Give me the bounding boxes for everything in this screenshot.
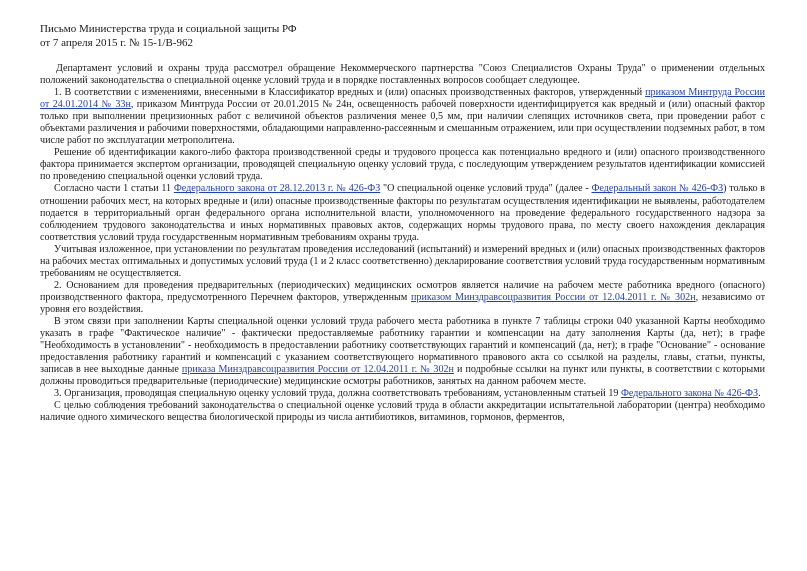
document-link[interactable]: приказа Минздравсоцразвития России от 12.04.2011 г. № 302н xyxy=(181,364,454,376)
paragraph-text: С целью соблюдения требований законодательства о специальной оценке условий труда в области аккредитации испытательной лаборатории (центра) необходимо наличие одного химического вещества биологической природы из числа антибиотиков, витаминов, гормонов, ферментов, xyxy=(40,400,765,424)
paragraph-text: Согласно части 1 статьи 11 xyxy=(54,183,174,195)
paragraph-text: Департамент условий и охраны труда рассмотрел обращение Некоммерческого партнерства "Союз Специалистов Охраны Труда" о применении отдельных положений законодательства о специальной оценке условий труда и в порядке поставленных вопросов сообщает следующее. xyxy=(40,63,765,87)
document-link[interactable]: приказом Минтруда России от 24.01.2014 № 33н xyxy=(40,87,765,111)
paragraph-7 xyxy=(40,316,765,388)
document-link[interactable]: Федерального закона от 28.12.2013 г. № 426-ФЗ xyxy=(173,183,381,195)
paragraph-6 xyxy=(40,280,765,316)
paragraph-text: "О специальной оценке условий труда" (далее - xyxy=(380,183,592,195)
paragraph-text: . xyxy=(758,388,761,400)
paragraph-3 xyxy=(40,147,765,183)
title-spacer xyxy=(40,50,765,63)
document-body xyxy=(40,63,765,424)
paragraph-5 xyxy=(40,244,765,280)
paragraph-8 xyxy=(40,388,765,400)
paragraph-text: Учитывая изложенное, при установлении по результатам проведения исследований (испытаний) и измерений вредных и (или) опасных производственных факторов на рабочих местах оптимальных и допустимых условий труда (1 и 2 класс соответственно) декларирование соответствия условий труда государственным нормативным требованиям не осуществляется. xyxy=(40,243,765,279)
paragraph-2 xyxy=(40,87,765,147)
document-title-line-1: Письмо Министерства труда и социальной защиты РФ xyxy=(40,23,297,35)
paragraph-text: 1. В соответствии с изменениями, внесенными в Классификатор вредных и (или) опасных производственных факторов, утвержденный xyxy=(54,87,646,99)
paragraph-text: ) только в отношении рабочих мест, на которых вредные и (или) опасные производственные факторы по результатам осуществления идентификации не выявлены, работодателем подается в территориальный орган федерального органа исполнительной власти, уполномоченного на проведение федерального государственного надзора за соблюдением трудового законодательства и иных нормативных правовых актов, содержащих нормы трудового права, по месту своего нахождения декларация соответствия условий труда государственным нормативным требованиям охраны труда. xyxy=(40,183,766,243)
paragraph-text: В этом связи при заполнении Карты специальной оценки условий труда рабочего места работника в пункте 7 таблицы строки 040 указанной Карты необходимо указать в графе "Фактическое наличие" - фактически предоставляемые работнику гарантии и компенсации на дату заполнения Карты (да, нет); в графе "Необходимость в установлении" - необходимость в предоставлении работнику соответствующих гарантий и компенсаций (да, нет); в графе "Основание" - основание предоставления работнику гарантий и компенсаций с указанием соответствующего нормативного правового акта со ссылкой на разделы, главы, статьи, пункты, записав в нее выходные данные xyxy=(40,315,765,376)
document-link[interactable]: Федерального закона № 426-ФЗ xyxy=(620,388,759,400)
document-link[interactable]: приказом Минздравсоцразвития России от 12.04.2011 г. № 302н xyxy=(411,291,696,303)
paragraph-text: 3. Организация, проводящая специальную оценку условий труда, должна соответствовать требованиям, установленным статьей 19 xyxy=(54,388,621,400)
paragraph-text: Решение об идентификации какого-либо фактора производственной среды и трудового процесса как потенциально вредного и (или) опасного производственного фактора принимается экспертом организации, проводящей специальную оценку условий труда, с последующим утверждением результатов идентификации комиссией по проведению специальной оценки условий труда. xyxy=(40,147,765,183)
paragraph-text: , независимо от уровня его воздействия. xyxy=(40,291,765,315)
paragraph-text: и подробные ссылки на пункт или пункты, в соответствии с которыми должны проводиться предварительные (периодические) медицинские осмотры работников, занятых на данном рабочем месте. xyxy=(40,364,765,388)
paragraph-4 xyxy=(40,183,765,243)
document-title-line-2: от 7 апреля 2015 г. № 15-1/В-962 xyxy=(40,37,193,49)
document-link[interactable]: Федеральный закон № 426-ФЗ xyxy=(591,183,724,195)
paragraph-1 xyxy=(40,63,765,87)
paragraph-text: 2. Основанием для проведения предварительных (периодических) медицинских осмотров является наличие на рабочем месте работника вредного (опасного) производственного фактора, предусмотренного Перечнем факторов, утвержденным xyxy=(40,279,765,303)
paragraph-text: , приказом Минтруда России от 20.01.2015 № 24н, освещенность рабочей поверхности идентифицируется как вредный и (или) опасный фактор только при выполнении прецизионных работ с величиной объектов различения менее 0,5 мм, при наличии слепящих источников света, при проведении работ с объектами различения и рабочими поверхностями, обладающими направленно-рассеянным и смешанным отражением, или при осуществлении подземных работ, в том числе работ по эксплуатации метрополитена. xyxy=(40,99,765,147)
paragraph-9 xyxy=(40,400,765,424)
